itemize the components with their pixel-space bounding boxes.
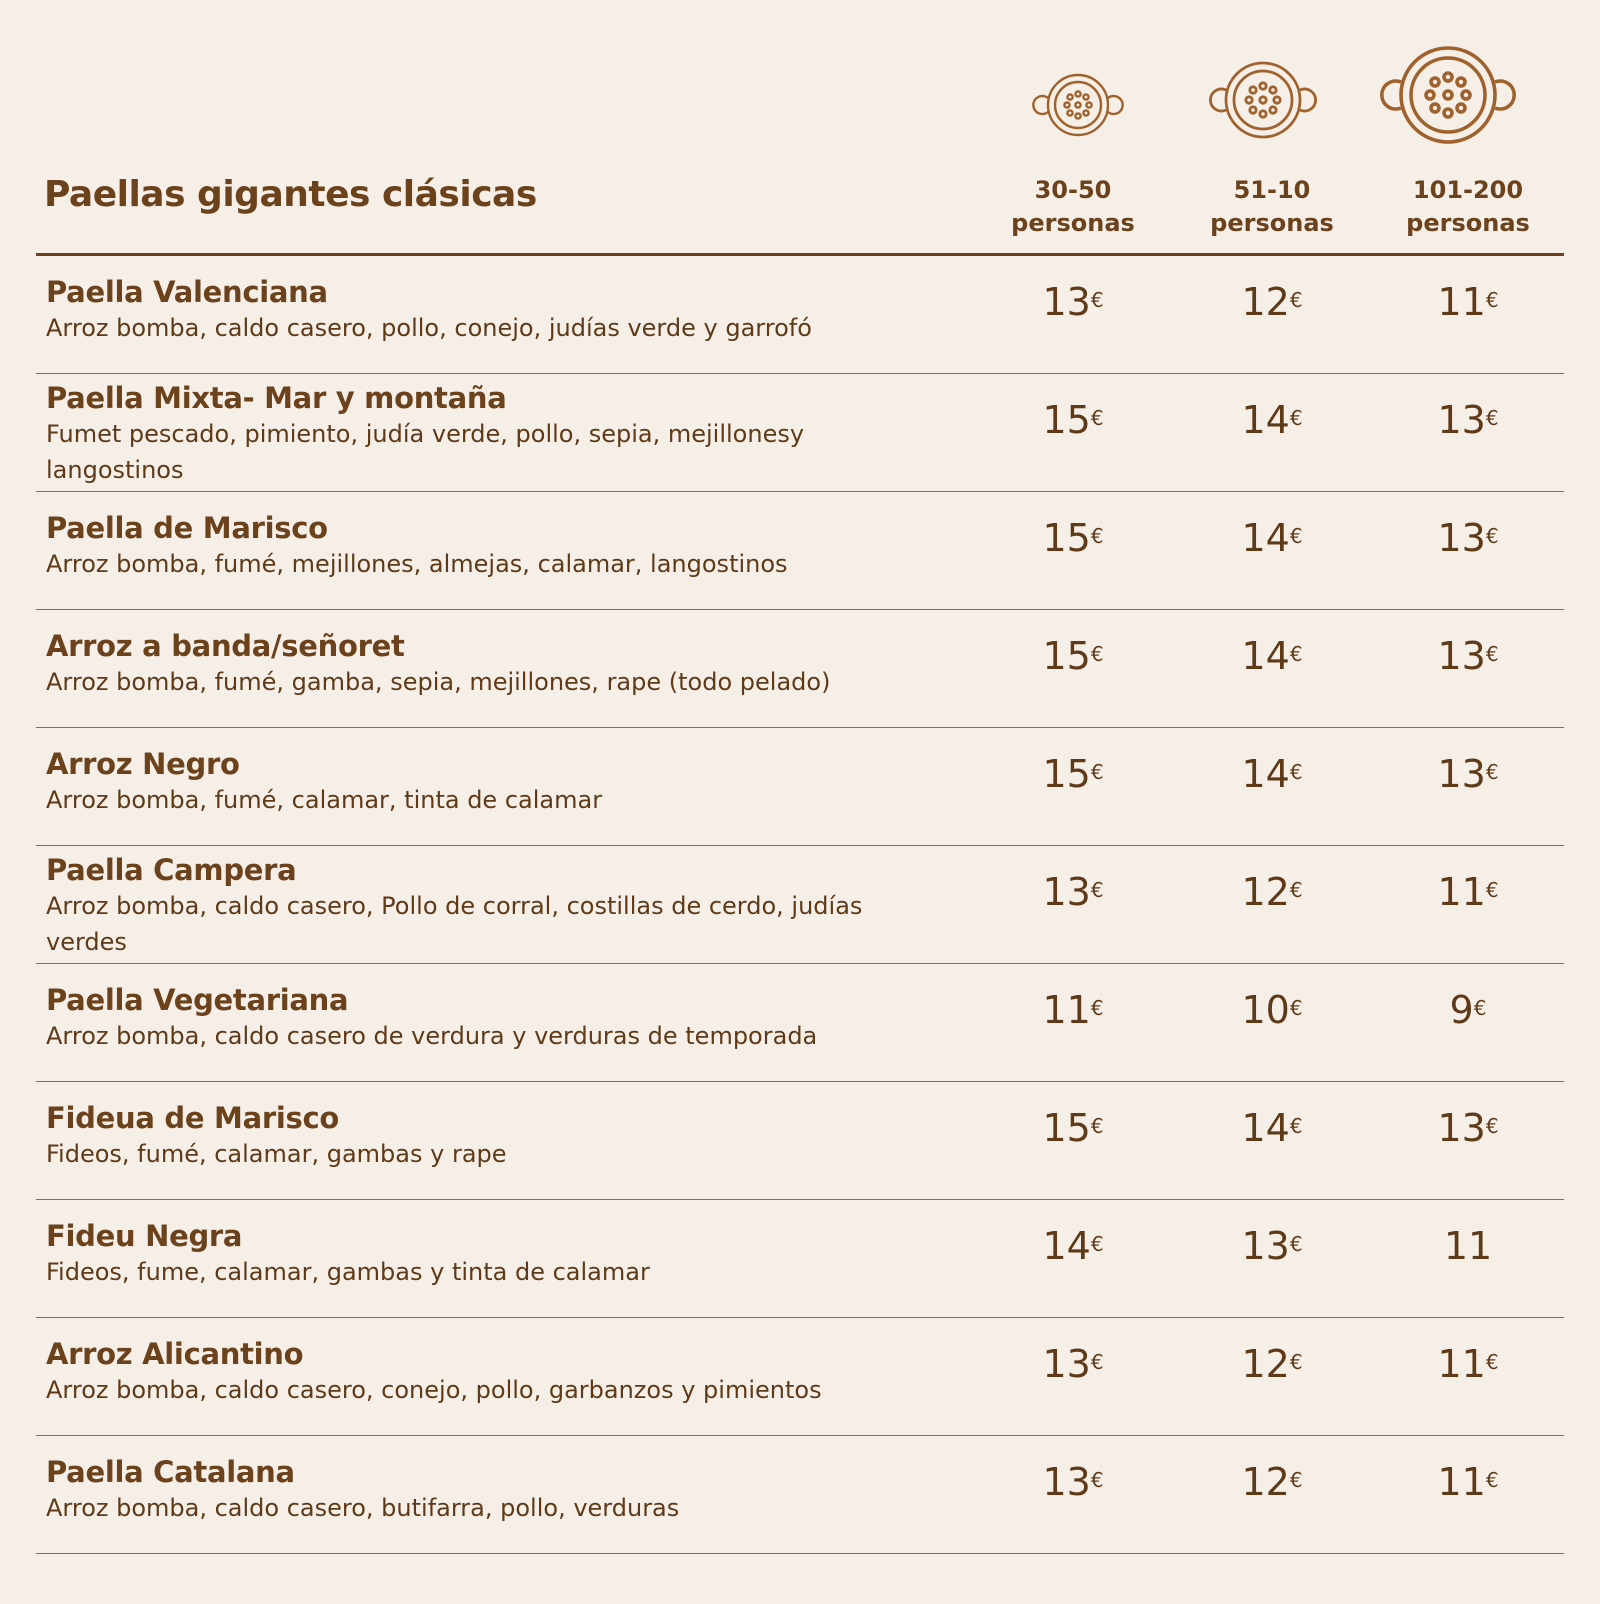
price <box>1172 1224 1372 1268</box>
currency-symbol: € <box>1485 760 1499 784</box>
price <box>973 1224 1173 1268</box>
price-value: 15 <box>1042 398 1091 442</box>
currency-symbol: € <box>1090 1114 1104 1138</box>
currency-symbol: € <box>1485 878 1499 902</box>
price-value: 13 <box>1042 280 1091 324</box>
dish-name: Paella Valenciana <box>46 275 328 309</box>
currency-symbol: € <box>1485 1468 1499 1492</box>
price <box>973 280 1173 324</box>
currency-symbol: € <box>1090 760 1104 784</box>
price-value: 11 <box>1042 988 1091 1032</box>
currency-symbol: € <box>1090 1232 1104 1256</box>
menu-row <box>36 846 1564 964</box>
column-header-51-10: 51-10 personas <box>1210 176 1334 237</box>
currency-symbol: € <box>1485 1114 1499 1138</box>
price-value: 13 <box>1042 1460 1091 1504</box>
dish-info <box>46 274 906 346</box>
currency-symbol: € <box>1090 406 1104 430</box>
price <box>1172 280 1372 324</box>
dish-info <box>46 1100 906 1172</box>
price <box>1368 988 1568 1032</box>
price <box>1368 870 1568 914</box>
dish-name: Fideu Negra <box>46 1219 243 1253</box>
dish-info <box>46 746 906 818</box>
dish-name: Paella Catalana <box>46 1455 295 1489</box>
currency-symbol: € <box>1485 1350 1499 1374</box>
dish-info <box>46 1218 906 1290</box>
price <box>1172 1106 1372 1150</box>
dish-info <box>46 380 906 488</box>
price <box>1172 870 1372 914</box>
currency-symbol: € <box>1289 878 1303 902</box>
dish-description: Arroz bomba, caldo casero, conejo, pollo, garbanzos y pimientos <box>46 1376 822 1404</box>
dish-info <box>46 1454 906 1526</box>
price-value: 11 <box>1443 1224 1493 1268</box>
price-value: 13 <box>1437 516 1486 560</box>
price-value: 14 <box>1241 398 1290 442</box>
price-value: 15 <box>1042 634 1091 678</box>
price-value: 14 <box>1241 1106 1290 1150</box>
menu-row <box>36 1082 1564 1200</box>
currency-symbol: € <box>1289 1468 1303 1492</box>
price <box>973 870 1173 914</box>
dish-description: Arroz bomba, fumé, gamba, sepia, mejillones, rape (todo pelado) <box>46 668 831 696</box>
currency-symbol: € <box>1289 1232 1303 1256</box>
price <box>973 398 1173 442</box>
price-value: 10 <box>1241 988 1290 1032</box>
price <box>1172 1460 1372 1504</box>
currency-symbol: € <box>1090 288 1104 312</box>
currency-symbol: € <box>1485 406 1499 430</box>
price-value: 13 <box>1042 870 1091 914</box>
price <box>1172 398 1372 442</box>
dish-name: Paella Vegetariana <box>46 983 349 1017</box>
dish-description: Arroz bomba, caldo casero, pollo, conejo, judías verde y garrofó <box>46 314 812 342</box>
price-value: 11 <box>1437 1460 1486 1504</box>
price <box>1368 634 1568 678</box>
menu-row <box>36 1436 1564 1554</box>
dish-description: Fumet pescado, pimiento, judía verde, pollo, sepia, mejillonesy langostinos <box>46 420 805 484</box>
column-header-30-50: 30-50 personas <box>1011 176 1135 237</box>
dish-info <box>46 1336 906 1408</box>
currency-symbol: € <box>1473 996 1487 1020</box>
dish-name: Paella de Marisco <box>46 511 328 545</box>
menu-row <box>36 492 1564 610</box>
currency-symbol: € <box>1289 524 1303 548</box>
price-value: 13 <box>1437 398 1486 442</box>
price-value: 13 <box>1437 752 1486 796</box>
price <box>1172 988 1372 1032</box>
dish-description: Arroz bomba, caldo casero de verdura y verduras de temporada <box>46 1022 818 1050</box>
price-value: 11 <box>1437 870 1486 914</box>
dish-description: Arroz bomba, caldo casero, Pollo de corral, costillas de cerdo, judías verdes <box>46 892 863 956</box>
price <box>973 1342 1173 1386</box>
price-value: 13 <box>1042 1342 1091 1386</box>
dish-info <box>46 852 906 960</box>
price <box>973 1106 1173 1150</box>
menu-row <box>36 256 1564 374</box>
currency-symbol: € <box>1090 996 1104 1020</box>
price-value: 11 <box>1437 280 1486 324</box>
currency-symbol: € <box>1090 1350 1104 1374</box>
currency-symbol: € <box>1485 288 1499 312</box>
price-value: 12 <box>1241 1342 1290 1386</box>
page-title: Paellas gigantes clásicas <box>44 174 537 215</box>
price-value: 14 <box>1241 516 1290 560</box>
menu-row <box>36 1200 1564 1318</box>
price <box>1368 398 1568 442</box>
currency-symbol: € <box>1289 996 1303 1020</box>
price-value: 12 <box>1241 1460 1290 1504</box>
dish-name: Paella Mixta- Mar y montaña <box>46 381 507 415</box>
price-value: 13 <box>1437 1106 1486 1150</box>
currency-symbol: € <box>1289 642 1303 666</box>
price <box>1368 1342 1568 1386</box>
currency-symbol: € <box>1090 642 1104 666</box>
price-value: 14 <box>1042 1224 1091 1268</box>
price-value: 15 <box>1042 752 1091 796</box>
price <box>1172 516 1372 560</box>
menu-row <box>36 374 1564 492</box>
price <box>1368 1460 1568 1504</box>
currency-symbol: € <box>1289 1350 1303 1374</box>
price-value: 14 <box>1241 634 1290 678</box>
currency-symbol: € <box>1090 1468 1104 1492</box>
price <box>1172 634 1372 678</box>
price-value: 13 <box>1241 1224 1290 1268</box>
price <box>973 752 1173 796</box>
currency-symbol: € <box>1289 1114 1303 1138</box>
price-value: 12 <box>1241 280 1290 324</box>
currency-symbol: € <box>1485 524 1499 548</box>
paella-pan-medium-icon <box>1212 58 1314 140</box>
price-value: 15 <box>1042 516 1091 560</box>
dish-info <box>46 982 906 1054</box>
dish-description: Arroz bomba, fumé, calamar, tinta de calamar <box>46 786 603 814</box>
menu-row <box>36 728 1564 846</box>
menu-row <box>36 964 1564 1082</box>
dish-name: Arroz a banda/señoret <box>46 629 405 663</box>
menu-row <box>36 1318 1564 1436</box>
dish-name: Fideua de Marisco <box>46 1101 339 1135</box>
dish-description: Fideos, fume, calamar, gambas y tinta de calamar <box>46 1258 650 1286</box>
paella-pan-small-icon <box>1036 72 1120 136</box>
price <box>1172 752 1372 796</box>
currency-symbol: € <box>1090 878 1104 902</box>
price-value: 15 <box>1042 1106 1091 1150</box>
currency-symbol: € <box>1090 524 1104 548</box>
price-value: 11 <box>1437 1342 1486 1386</box>
dish-description: Arroz bomba, fumé, mejillones, almejas, calamar, langostinos <box>46 550 788 578</box>
dish-info <box>46 628 906 700</box>
dish-info <box>46 510 906 582</box>
price <box>1368 752 1568 796</box>
price <box>973 1460 1173 1504</box>
currency-symbol: € <box>1289 288 1303 312</box>
currency-symbol: € <box>1289 760 1303 784</box>
price-value: 13 <box>1437 634 1486 678</box>
currency-symbol: € <box>1289 406 1303 430</box>
price <box>973 516 1173 560</box>
menu-row <box>36 610 1564 728</box>
dish-name: Paella Campera <box>46 853 297 887</box>
price <box>1368 516 1568 560</box>
price <box>1368 280 1568 324</box>
price-value: 12 <box>1241 870 1290 914</box>
dish-description: Fideos, fumé, calamar, gambas y rape <box>46 1140 507 1168</box>
dish-name: Arroz Alicantino <box>46 1337 304 1371</box>
price <box>1172 1342 1372 1386</box>
price <box>1368 1106 1568 1150</box>
price <box>973 988 1173 1032</box>
column-header-101-200: 101-200 personas <box>1406 176 1530 237</box>
price <box>1368 1224 1568 1268</box>
paella-pan-large-icon <box>1383 43 1513 145</box>
price-value: 9 <box>1449 988 1474 1032</box>
price <box>973 634 1173 678</box>
currency-symbol: € <box>1485 642 1499 666</box>
dish-description: Arroz bomba, caldo casero, butifarra, pollo, verduras <box>46 1494 680 1522</box>
dish-name: Arroz Negro <box>46 747 240 781</box>
price-value: 14 <box>1241 752 1290 796</box>
